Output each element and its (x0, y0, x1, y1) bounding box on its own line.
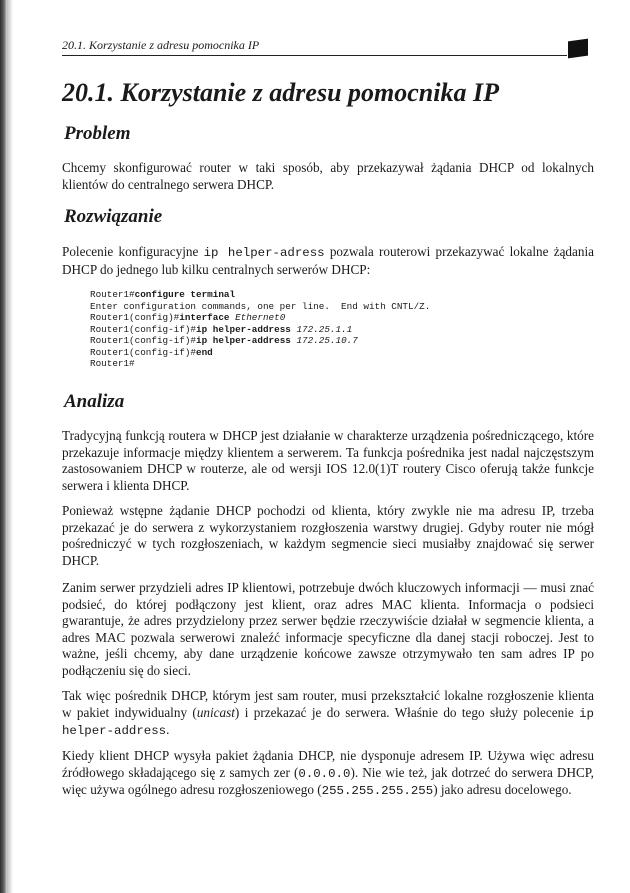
code-prompt: Router1# (90, 358, 135, 369)
book-spine-shadow (0, 0, 7, 893)
analysis-paragraph-2: Ponieważ wstępne żądanie DHCP pochodzi od klienta, który zwykle nie ma adresu IP, trzeba przekazać je do serwera z wykorzystaniem rozgłoszenia warstwy drugiej. Gdyby router nie mógł pośredniczyć w tych rozgłoszeniach, w każdym segmencie sieci musiałby znajdować się serwer DHCP. (62, 503, 594, 568)
section-heading-solution: Rozwiązanie (64, 206, 163, 227)
solution-intro-text: pozwala routerowi przekazywać lokalne żądania DHCP do jednego lub kilku centralnych serwerów DHCP: (62, 244, 594, 277)
code-prompt: Router1(config-if)# (90, 335, 197, 346)
analysis-paragraph-4 (62, 688, 594, 740)
code-command: ip helper-address (196, 323, 297, 335)
inline-command: ip helper-address (62, 706, 594, 739)
page-title: 20.1. Korzystanie z adresu pomocnika IP (62, 78, 499, 107)
code-line (90, 312, 285, 323)
code-line (90, 347, 213, 358)
code-line (90, 324, 352, 335)
paragraph-text: ) jako adresu docelowego. (433, 782, 572, 798)
paragraph-text: ). Nie wie też, jak dotrzeć do serwera DHCP, więc używa ogólnego adresu rozgłoszeniowego ( (62, 764, 594, 798)
paragraph-text: . (166, 722, 170, 738)
analysis-paragraph-5 (62, 748, 594, 800)
solution-intro (62, 244, 594, 278)
code-command: end (196, 346, 213, 358)
analysis-paragraph-1: Tradycyjną funkcją routera w DHCP jest działanie w charakterze urządzenia pośredniczącego, które przekazuje informacje między klientem a serwerem. Ta funkcja pośrednika jest nadal najczęstszym zastosowaniem DHCP w routerze, ale od wersji IOS 12.0(1)T routery Cisco oferują także funkcje serwera i klienta DHCP. (62, 428, 594, 493)
code-line (90, 358, 135, 369)
code-line (90, 335, 358, 346)
term-unicast: unicast (196, 704, 235, 720)
code-argument: Ethernet0 (235, 312, 286, 323)
code-prompt: Router1# (90, 289, 135, 300)
paragraph-text: Tak więc pośrednik DHCP, którym jest sam router, musi przekształcić lokalne rozgłoszenie klienta w pakiet indywidualny ( (62, 688, 594, 720)
code-command: configure terminal (134, 289, 236, 300)
code-command: ip helper-address (196, 335, 297, 346)
inline-command: ip helper-adress (203, 246, 325, 260)
code-argument: 172.25.10.7 (296, 335, 358, 346)
code-prompt: Router1(config)# (90, 312, 180, 323)
inline-address-zero: 0.0.0.0 (298, 766, 351, 781)
paragraph-text: ) i przekazać je do serwera. Właśnie do tego służy polecenie (234, 704, 580, 720)
code-prompt: Enter configuration commands, one per line. End with CNTL/Z. (90, 300, 431, 312)
code-prompt: Router1(config-if)# (90, 323, 197, 335)
book-spine-gradient (7, 0, 13, 893)
thumb-tab-marker (568, 39, 588, 59)
paragraph-text: Kiedy klient DHCP wysyła pakiet żądania DHCP, nie dysponuje adresem IP. Używa więc adresu źródłowego składającego się z samych zer ( (62, 748, 594, 780)
analysis-paragraph-3: Zanim serwer przydzieli adres IP klientowi, potrzebuje dwóch kluczowych informacji — musi znać podsieć, do której podłączony jest klient, oraz adres MAC klienta. Informacja o podsieci gwarantuje, że adres przydzielony przez serwer będzie rzeczywiście działał w segmencie klienta, a adres MAC pozwala serwerowi znaleźć informacje specyficzne dla danej stacji roboczej. Jest to ważne, jeśli chcemy, aby dane urządzenie końcowe zawsze otrzymywało ten sam adres IP po podłączeniu się do sieci. (62, 580, 594, 678)
code-command: interface (179, 312, 236, 323)
section-heading-problem: Problem (64, 123, 131, 144)
code-prompt: Router1(config-if)# (90, 346, 197, 358)
code-line (90, 289, 235, 300)
problem-paragraph: Chcemy skonfigurować router w taki sposób, aby przekazywał żądania DHCP od lokalnych klientów do centralnego serwera DHCP. (62, 160, 594, 192)
running-head: 20.1. Korzystanie z adresu pomocnika IP (62, 38, 260, 52)
code-listing (90, 289, 430, 370)
solution-intro-text: Polecenie konfiguracyjne (62, 244, 204, 259)
code-argument: 172.25.1.1 (296, 323, 353, 335)
inline-address-broadcast: 255.255.255.255 (321, 784, 434, 799)
header-rule (62, 55, 567, 56)
code-line (90, 301, 430, 312)
section-heading-analysis: Analiza (64, 391, 125, 412)
